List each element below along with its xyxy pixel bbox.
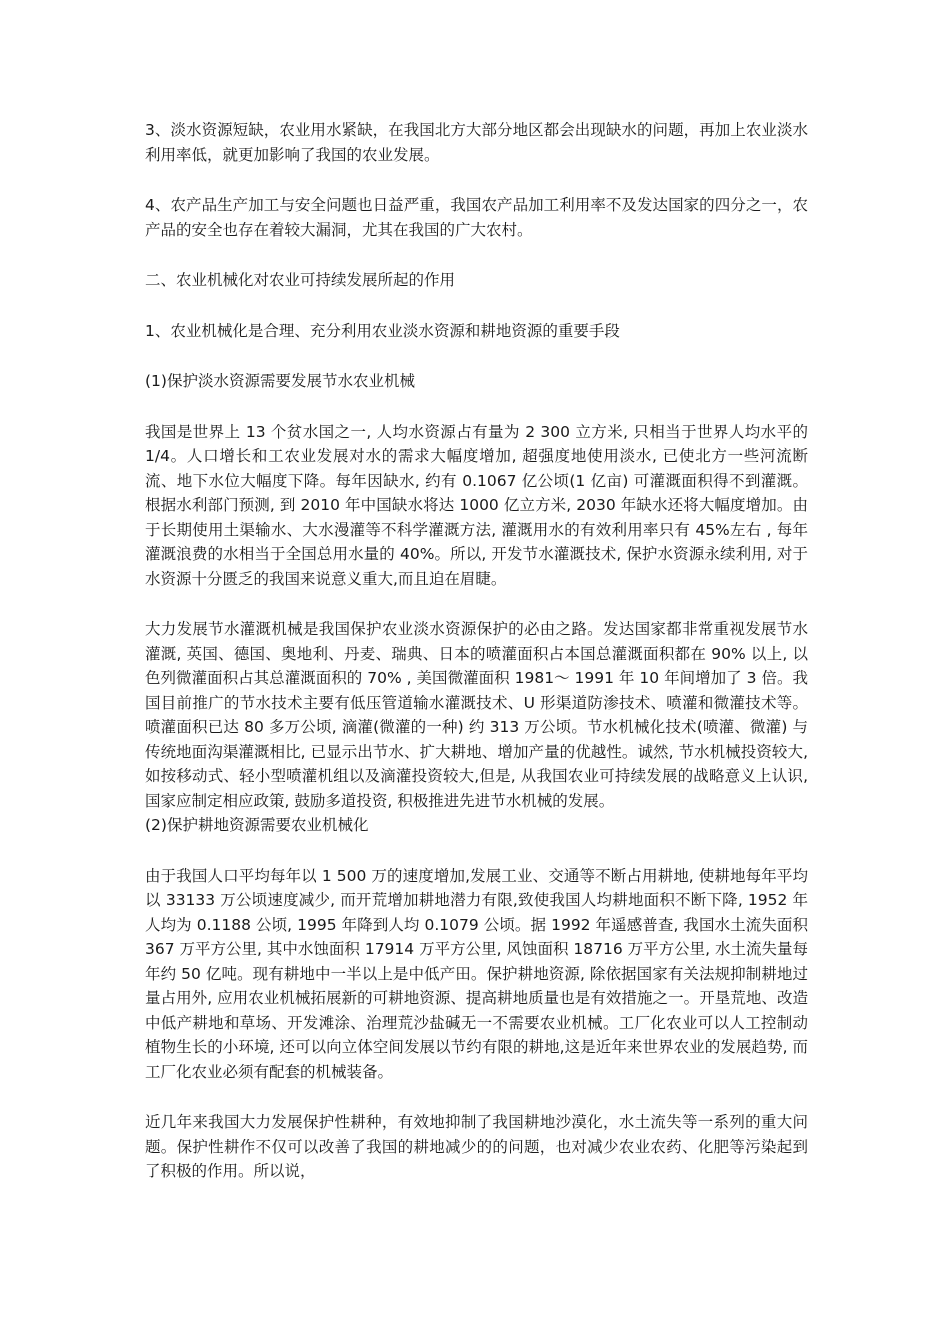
paragraph-irrigation-machinery: 大力发展节水灌溉机械是我国保护农业淡水资源保护的必由之路。发达国家都非常重视发展节水灌溉, 英国、德国、奥地利、丹麦、瑞典、日本的喷灌面积占本国总灌溉面积都在 90% 以上, 以色列微灌面积占其总灌溉面积的 70% , 美国微灌面积 1981～ 1991 年 10 年间增加了 3 倍。我国目前推广的节水技术主要有低压管道输水灌溉技术、U 形渠道防渗技术、喷灌和微灌技术等。喷灌面积已达 80 多万公顷, 滴灌(微灌的一种) 约 313 万公顷。节水机械化技术(喷灌、微灌) 与传统地面沟渠灌溉相比, 已显示出节水、扩大耕地、增加产量的优越性。诚然, 节水机械投资较大,如按移动式、轻小型喷灌机组以及滴灌投资较大,但是, 从我国农业可持续发展的战略意义上认识, 国家应制定相应政策, 鼓励多道投资, 积极推进先进节水机械的发展。 bbox=[145, 620, 808, 810]
subheading-farmland-protection: (2)保护耕地资源需要农业机械化 bbox=[145, 816, 369, 834]
section-heading-mechanization-role: 二、农业机械化对农业可持续发展所起的作用 bbox=[145, 271, 456, 289]
paragraph-freshwater-shortage: 3、淡水资源短缺，农业用水紧缺，在我国北方大部分地区都会出现缺水的问题，再加上农业淡水利用率低，就更加影响了我国的农业发展。 bbox=[145, 121, 808, 164]
document-body bbox=[145, 118, 808, 1184]
paragraph-conservation-tillage: 近几年来我国大力发展保护性耕种，有效地抑制了我国耕地沙漠化，水土流失等一系列的重大问题。保护性耕作不仅可以改善了我国的耕地减少的的问题，也对减少农业农药、化肥等污染起到了积极的作用。所以说， bbox=[145, 1113, 808, 1180]
subheading-resource-utilization: 1、农业机械化是合理、充分利用农业淡水资源和耕地资源的重要手段 bbox=[145, 321, 620, 340]
paragraph-product-safety: 4、农产品生产加工与安全问题也日益严重，我国农产品加工利用率不及发达国家的四分之一，农产品的安全也存在着较大漏洞，尤其在我国的广大农村。 bbox=[145, 196, 808, 239]
subheading-water-saving-machinery: (1)保护淡水资源需要发展节水农业机械 bbox=[145, 372, 415, 390]
paragraph-water-scarcity: 我国是世界上 13 个贫水国之一, 人均水资源占有量为 2 300 立方米, 只相当于世界人均水平的 1/4。人口增长和工农业发展对水的需求大幅度增加, 超强度地使用淡水, 已使北方一些河流断流、地下水位大幅度下降。每年因缺水, 约有 0.1067 亿公顷(1 亿亩) 可灌溉面积得不到灌溉。根据水利部门预测, 到 2010 年中国缺水将达 1000 亿立方米, 2030 年缺水还将大幅度增加。由于长期使用土渠输水、大水漫灌等不科学灌溉方法, 灌溉用水的有效利用率只有 45%左右 , 每年灌溉浪费的水相当于全国总用水量的 40%。所以, 开发节水灌溉技术, 保护水资源永续利用, 对于水资源十分匮乏的我国来说意义重大,而且迫在眉睫。 bbox=[145, 422, 808, 588]
paragraph-farmland-decline: 由于我国人口平均每年以 1 500 万的速度增加,发展工业、交通等不断占用耕地, 使耕地每年平均以 33133 万公顷速度减少, 而开荒增加耕地潜力有限,致使我国人均耕地面积不断下降, 1952 年人均为 0.1188 公顷, 1995 年降到人均 0.1079 公顷。据 1992 年遥感普查, 我国水土流失面积 367 万平方公里, 其中水蚀面积 17914 万平方公里, 风蚀面积 18716 万平方公里, 水土流失量每年约 50 亿吨。现有耕地中一半以上是中低产田。保护耕地资源, 除依据国家有关法规抑制耕地过量占用外, 应用农业机械拓展新的可耕地资源、提高耕地质量也是有效措施之一。开垦荒地、改造中低产耕地和草场、开发滩涂、治理荒沙盐碱无一不需要农业机械。工厂化农业可以人工控制动植物生长的小环境, 还可以向立体空间发展以节约有限的耕地,这是近年来世界农业的发展趋势, 而工厂化农业必须有配套的机械装备。 bbox=[145, 866, 808, 1081]
